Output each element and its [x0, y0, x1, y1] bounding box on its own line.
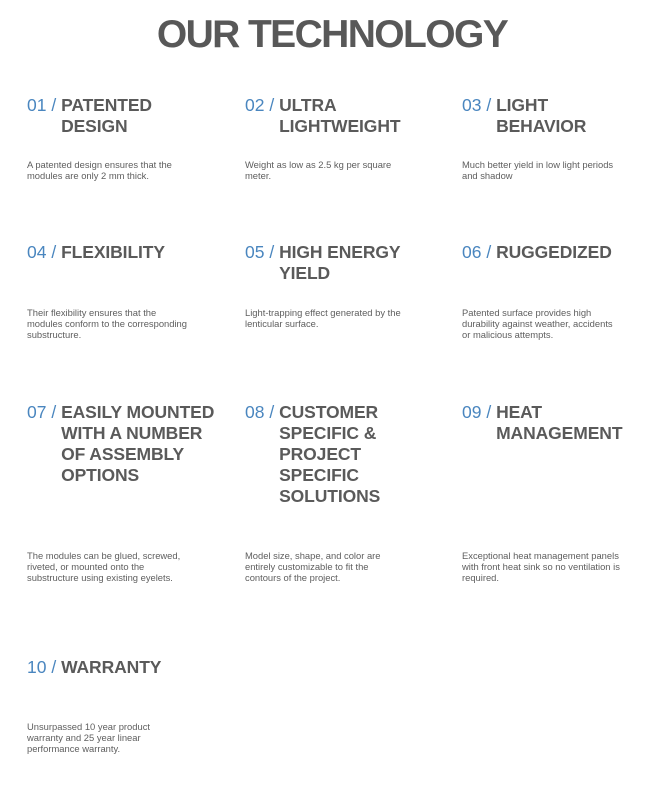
feature-title: FLEXIBILITY [61, 242, 165, 262]
feature-title: WARRANTY [61, 657, 162, 677]
feature-number: 04 / [27, 242, 62, 262]
page-title: OUR TECHNOLOGY [156, 13, 508, 56]
feature-description: Light-trapping effect generated by the lenticular surface. [245, 307, 401, 329]
feature-heading [245, 95, 435, 137]
feature-number: 03 / [462, 95, 497, 115]
feature-description: Model size, shape, and color are entirely customizable to fit the contours of the project. [245, 550, 381, 583]
feature-description: Weight as low as 2.5 kg per square meter. [245, 159, 392, 181]
feature-warranty [27, 657, 217, 754]
feature-title: HIGH ENERGY YIELD [279, 242, 401, 283]
feature-description: Unsurpassed 10 year product warranty and 25 year linear performance warranty. [27, 721, 150, 754]
feature-description: Much better yield in low light periods and shadow [462, 159, 614, 181]
feature-title: PATENTED DESIGN [61, 95, 152, 136]
feature-ultra-lightweight [245, 95, 435, 181]
feature-easily-mounted [27, 402, 217, 583]
feature-ruggedized [462, 242, 652, 340]
feature-description: Exceptional heat management panels with front heat sink so no ventilation is required. [462, 550, 620, 583]
feature-patented-design [27, 95, 217, 181]
feature-customer-specific [245, 402, 435, 583]
feature-number: 09 / [462, 402, 497, 422]
feature-heading [27, 402, 217, 486]
feature-heading [245, 242, 435, 284]
feature-heading [462, 242, 632, 263]
feature-light-behavior [462, 95, 652, 181]
feature-number: 06 / [462, 242, 497, 262]
feature-heading [27, 657, 217, 678]
feature-title: RUGGEDIZED [496, 242, 612, 262]
feature-description: Patented surface provides high durability against weather, accidents or malicious attempts. [462, 307, 613, 340]
feature-description: The modules can be glued, screwed, riveted, or mounted onto the substructure using existing eyelets. [27, 550, 181, 583]
feature-number: 02 / [245, 95, 280, 115]
feature-heading [27, 95, 217, 137]
feature-number: 01 / [27, 95, 62, 115]
feature-heading [462, 95, 632, 137]
feature-heading [462, 402, 632, 444]
feature-title: LIGHT BEHAVIOR [496, 95, 587, 136]
feature-description: Their flexibility ensures that the modules conform to the corresponding substructure. [27, 307, 187, 340]
feature-heat-management [462, 402, 652, 583]
feature-number: 05 / [245, 242, 280, 262]
feature-heading [27, 242, 217, 263]
feature-number: 10 / [27, 657, 62, 677]
feature-title: ULTRA LIGHTWEIGHT [279, 95, 401, 136]
feature-title: HEAT MANAGEMENT [496, 402, 623, 443]
feature-title: CUSTOMER SPECIFIC & PROJECT SPECIFIC SOLUTIONS [279, 402, 381, 506]
feature-description: A patented design ensures that the modules are only 2 mm thick. [27, 159, 172, 181]
feature-heading [245, 402, 435, 507]
feature-high-energy-yield [245, 242, 435, 329]
feature-title: EASILY MOUNTED WITH A NUMBER OF ASSEMBLY OPTIONS [61, 402, 215, 485]
feature-number: 07 / [27, 402, 62, 422]
feature-flexibility [27, 242, 217, 340]
feature-number: 08 / [245, 402, 280, 422]
